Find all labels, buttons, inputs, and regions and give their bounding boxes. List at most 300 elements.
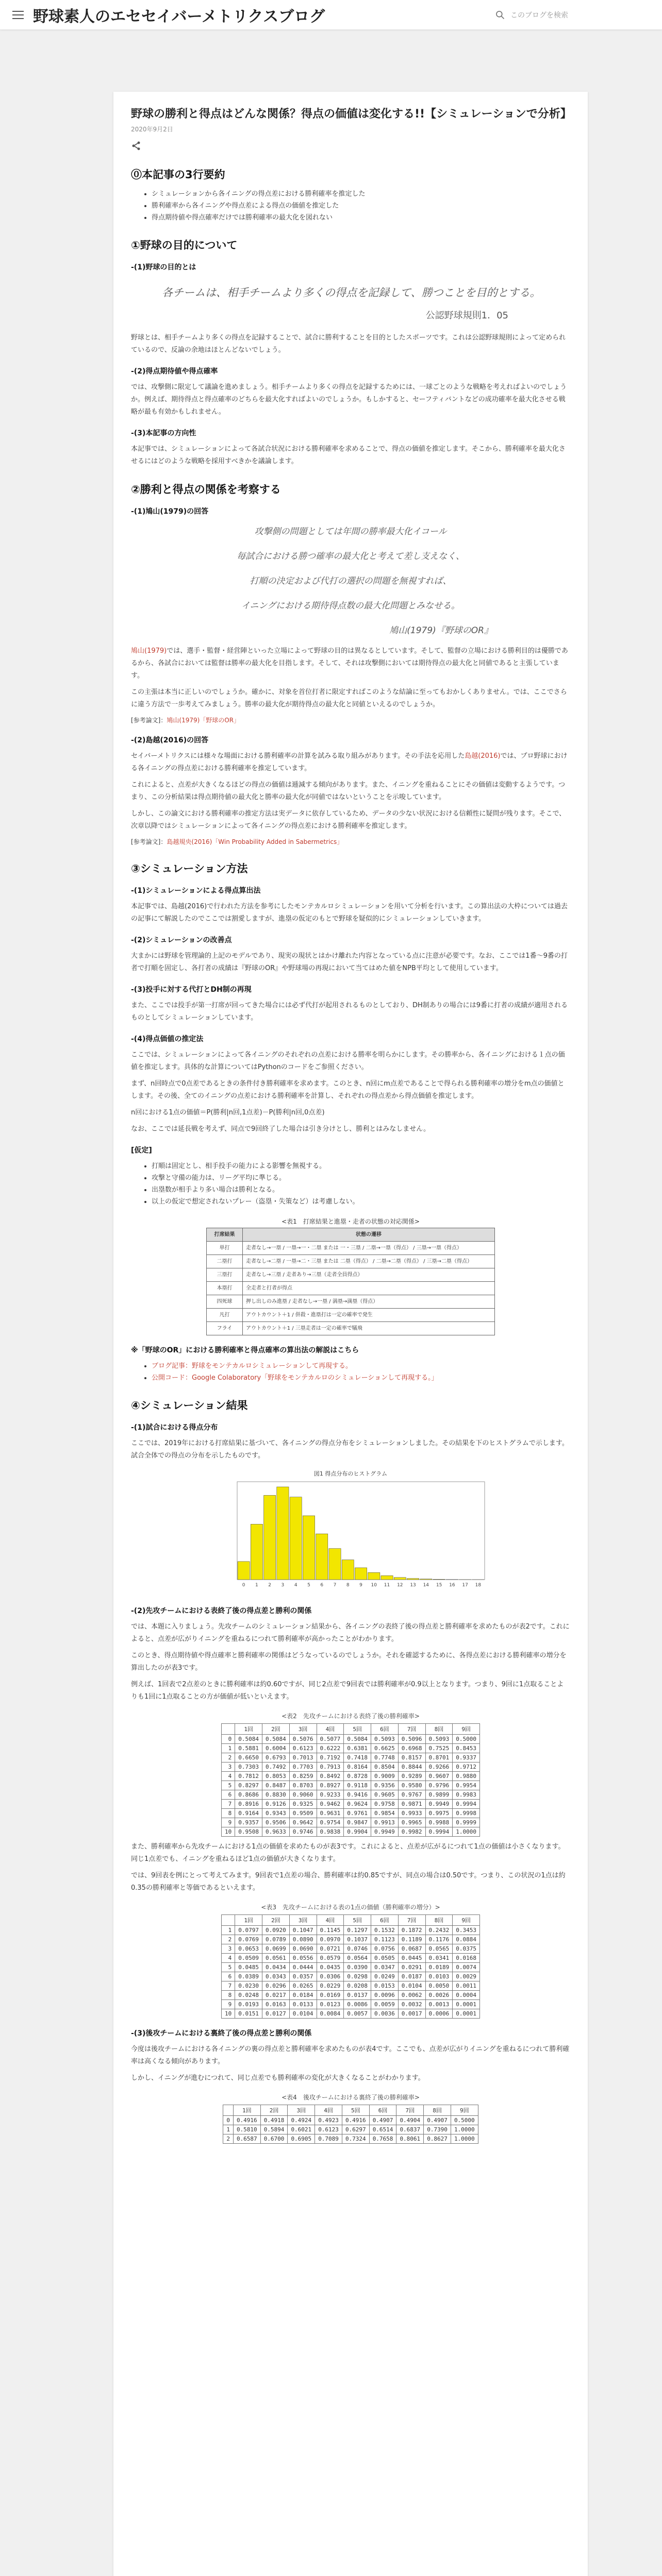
reference-link[interactable]: 島越規央(2016)「Win Probability Added in Sabermetrics」 [167,838,343,845]
paragraph: この主張は本当に正しいのでしょうか。確かに、対象を首位打者に限定すればこのような結論に至ってもおかしくありません。では、ここでさらに違う方法で一歩考えてみましょう。勝率の最大化が期待得点の最大化と同値といえるのでしょうか。 [131,688,567,708]
table-header: 2回 [260,2105,288,2116]
table-cell: 0.9164 [235,1809,262,1818]
reference-link[interactable]: 鳩山(1979) [131,647,167,655]
x-tick-label: 8 [346,1583,350,1588]
table-row [222,1935,480,1944]
x-tick-label: 2 [268,1583,272,1588]
search-box[interactable] [495,10,650,20]
table-cell: 0.9838 [317,1827,344,1837]
table-cell: 0.8492 [317,1772,344,1781]
assumption-list [152,1160,570,1208]
reference-link[interactable]: 島越(2016) [465,752,501,760]
table-cell: 0.9509 [289,1809,317,1818]
table-cell: 0.0434 [262,1963,290,1972]
table-cell: 8 [222,1991,235,2000]
table-cell: 0 [222,1735,235,1744]
table-header: 1回 [233,2105,260,2116]
table-cell: 0.6837 [396,2125,424,2134]
table-cell: 9 [222,1818,235,1827]
table-cell: 0.1189 [398,1935,425,1944]
table-row [222,1781,480,1790]
table-cell: 0.9982 [398,1827,425,1837]
table-cell: 0.9899 [425,1790,453,1800]
histogram-bar [316,1534,328,1580]
blog-title[interactable]: 野球素人のエセセイバーメトリクスブログ [33,7,325,26]
table-cell: 0.0187 [398,1972,425,1981]
table-cell: 0.9998 [453,1809,480,1818]
x-tick-label: 12 [397,1583,403,1588]
table-header: 3回 [288,2105,315,2116]
table-cell: 0.0168 [453,1954,480,1963]
table-cell: 0.4916 [342,2116,369,2125]
table-header: 1回 [235,1724,262,1735]
table-cell: 0.0086 [344,2000,371,2009]
table-cell: 0.9642 [289,1818,317,1827]
table-cell: 0.9631 [317,1809,344,1818]
quote-line: イニングにおける期待得点数の最大化問題とみなせる。 [241,601,460,611]
state-table [206,1217,495,1335]
table-row [222,1818,480,1827]
table-cell: 0.0074 [453,1963,480,1972]
table-cell: 0.0298 [344,1972,371,1981]
table-cell: 0.5894 [260,2125,288,2134]
list-item [152,1360,570,1372]
list-item: • 攻撃と守備の能力は、リーグ平均に準じる。 [152,1172,570,1184]
table-cell: 0.0193 [235,2000,262,2009]
table-cell: 0.0756 [371,1944,399,1954]
table-row [222,1954,480,1963]
table-cell: 0.0127 [262,2009,290,2019]
table-cell: 0.0050 [425,1981,453,1991]
table-cell: 0 [223,2116,234,2125]
table-cell: 0.7192 [317,1753,344,1762]
table-cell: 0.0347 [371,1963,399,1972]
table-row: 凡打 アウトカウント＋1 / 併殺・進塁打は一定の確率で発生 [207,1309,495,1322]
table-row [222,1972,480,1981]
table-cell: 0.0184 [289,1991,317,2000]
subheading: -(2)得点期待値や得点確率 [131,367,218,376]
table-cell: 0.7658 [369,2134,396,2144]
win-prob-table-visitor [221,1723,480,1837]
table-cell: 0.8916 [235,1800,262,1809]
table-cell: 0.0096 [371,1991,399,2000]
table-cell: 0.9356 [371,1781,399,1790]
table-cell: 0.0217 [262,1991,290,2000]
table-cell: 0.0169 [317,1991,344,2000]
table-cell: 0.5000 [451,2116,478,2125]
table-cell: 0.0444 [289,1963,317,1972]
histogram-title: 図1 得点分布のヒストグラム [313,1470,388,1477]
table-cell: 0.9580 [398,1781,425,1790]
table-caption: <表2 先攻チームにおける表終了後の勝利確率> [282,1713,420,1720]
x-tick-label: 11 [384,1583,390,1588]
quote-line: 毎試合における勝つ確率の最大化と考えて差し支えなく、 [237,551,465,562]
table-cell: 0.0265 [289,1981,317,1991]
x-tick-label: 0 [242,1583,245,1588]
quote-rules: 各チームは、相手チームより多くの得点を記録して、勝つことを目的とする。 [162,286,541,299]
x-tick-label: 3 [281,1583,285,1588]
quote-line: 攻撃側の問題としては年間の勝率最大化イコール [254,527,447,537]
table-cell: 0.0746 [344,1944,371,1954]
table-cell: 0.9746 [289,1827,317,1837]
blog-post [113,92,588,2576]
paragraph: また、勝利確率から先攻チームにおける1点の価値を求めたものが表3です。これによると、点差が広がるにつれて1点の価値は小さくなります。同じ1点差でも、イニングを重ねるほど1点の価値が大きくなります。 [131,1843,565,1863]
x-tick-label: 10 [371,1583,377,1588]
table-cell: 0.9462 [317,1800,344,1809]
code-link[interactable]: 公開コード：Google Colaboratory「野球をモンテカルロのシミュレーションして再現する。」 [152,1374,438,1382]
table-cell: 0.0036 [371,2009,399,2019]
table-cell: 0.7525 [425,1744,453,1753]
paragraph: では、攻撃側に限定して議論を進めましょう。相手チームより多くの得点を記録するためには、一球ごとのような戦略を考えればよいのでしょうか。例えば、期待得点と得点確率のどちらを最大化すればよいのでしょうか。もしかすると、セーフティバントなどの成功確率を最大化させる戦略が最も有効かもしれません。 [131,383,567,416]
paragraph: 例えば、1回表で2点差のときに勝利確率は約0.60ですが、同じ2点差で9回表では勝利確率が0.9以上となります。つまり、9回に1点取ることよりも1回に1点取ることの方が価値が低いといえます。 [131,1681,564,1701]
histogram-bar [303,1516,315,1580]
table-cell: 2 [222,1935,235,1944]
list-item: • 得点期待値や得点確率だけでは勝利確率の最大化を図れない [152,212,570,224]
histogram-bar [407,1579,419,1580]
table-cell: 0.1532 [371,1926,399,1935]
table-cell: 6 [222,1972,235,1981]
table-cell: 0.8504 [371,1762,399,1772]
table-cell: 0.9994 [425,1827,453,1837]
table-cell: 0.0970 [317,1935,344,1944]
histogram-bar [355,1568,367,1580]
table-row [223,2125,478,2134]
table-header: 3回 [289,1724,317,1735]
table-row [222,1772,480,1781]
subheading: -(3)後攻チームにおける裏終了後の得点差と勝利の関係 [131,2029,312,2038]
table-cell: 0.9954 [453,1781,480,1790]
table-row [222,1753,480,1762]
table-cell: 0.7418 [344,1753,371,1762]
table-header: 8回 [425,1915,453,1926]
table-cell: 0.0153 [371,1981,399,1991]
table-cell: 0.9983 [453,1790,480,1800]
table-cell: 0.0556 [289,1954,317,1963]
table-cell: 0.0230 [235,1981,262,1991]
table-header: 7回 [396,2105,424,2116]
table-cell: 0.9975 [425,1809,453,1818]
table-cell: 1.0000 [453,1827,480,1837]
table-cell: 0.8061 [396,2134,424,2144]
table-cell: 0.0011 [453,1981,480,1991]
x-tick-label: 9 [359,1583,362,1588]
subheading: -(2)シミュレーションの改善点 [131,936,232,944]
table-row [222,1790,480,1800]
table-cell: 0.9126 [262,1800,290,1809]
table-header: 7回 [398,1915,425,1926]
histogram-bar [251,1524,262,1580]
histogram-bar [433,1579,445,1580]
x-tick-label: 6 [320,1583,324,1588]
table-cell: 0.0151 [235,2009,262,2019]
table-cell: 0.9416 [344,1790,371,1800]
table-caption: <表1 打席結果と進塁・走者の状態の対応関係> [282,1218,420,1225]
table-cell: 0.5077 [317,1735,344,1744]
post-title: 野球の勝利と得点はどんな関係？得点の価値は変化する!!【シミュレーションで分析】 [131,108,572,121]
table-cell: 9 [222,2000,235,2009]
table-cell: 0.0565 [425,1944,453,1954]
section-purpose-heading: ①野球の目的について [131,239,238,251]
table-cell: 0.5076 [289,1735,317,1744]
histogram-bar [238,1562,250,1580]
table-cell: 0.0579 [317,1954,344,1963]
table-cell: 0.9343 [262,1809,290,1818]
table-cell: 5 [222,1963,235,1972]
table-row [222,1809,480,1818]
table-header: 8回 [425,1724,453,1735]
table-header: 1回 [235,1915,262,1926]
table-cell: 0.9506 [262,1818,290,1827]
table-cell: 0.9999 [453,1818,480,1827]
table-cell: 0.4924 [288,2116,315,2125]
table-cell: 0.9994 [453,1800,480,1809]
table-cell: 0.0001 [453,2009,480,2019]
paragraph: ここでは、シミュレーションによって各イニングのそれぞれの点差における勝率を明らかにします。その勝率から、各イニングにおける１点の価値を推定します。具体的な計算についてはPythonのコードをご参照ください。 [131,1051,565,1071]
table-cell: 0.9949 [371,1827,399,1837]
table-cell: 0.5093 [425,1735,453,1744]
table-cell: 0.0291 [398,1963,425,1972]
table-row: 単打 走者なし→一塁 / 一塁→一・二塁 または 一・三塁 / 二塁→一塁（得点） / 三塁→一塁（得点） [207,1242,495,1255]
table-cell: 0.0133 [289,2000,317,2009]
table-cell: 0.9758 [371,1800,399,1809]
table-cell: 0.9880 [453,1772,480,1781]
table-row [222,1944,480,1954]
list-item: • 勝利確率から各イニングや得点差による得点の価値を推定した [152,200,570,212]
paragraph: では、本題に入りましょう。先攻チームのシミュレーション結果から、各イニングの表終了後の得点差と勝利確率を求めたものが表2です。これによると、点差が広がりイニングを重ねるにつれて勝利確率が高かったことがわかります。 [131,1623,570,1643]
table-cell: 0.8927 [317,1781,344,1790]
x-tick-label: 16 [449,1583,455,1588]
x-tick-label: 13 [410,1583,416,1588]
paragraph: しかし、イニングが進むにつれて、同じ点差でも勝利確率の変化が大きくなることがわかります。 [131,2074,425,2082]
subheading: -(1)試合における得点分布 [131,1423,218,1432]
table-cell: 0.8157 [398,1753,425,1762]
table-cell: 0.0062 [398,1991,425,2000]
table-row [223,2116,478,2125]
table-cell: 0.0357 [289,1972,317,1981]
table-cell: 0.0029 [453,1972,480,1981]
table-cell: 0.8728 [344,1772,371,1781]
table-cell: 0.9871 [398,1800,425,1809]
table-cell: 0.9624 [344,1800,371,1809]
hamburger-menu-icon[interactable] [12,11,24,19]
subheading: -(3)投手に対する代打とDH制の再現 [131,986,252,994]
table-cell: 3 [222,1762,235,1772]
table-cell: 0.7913 [317,1762,344,1772]
table-cell: 0.0341 [425,1954,453,1963]
section-results-heading: ④シミュレーション結果 [131,1399,248,1412]
table-cell: 0.0687 [398,1944,425,1954]
blog-link[interactable]: ブログ記事：野球をモンテカルロシミュレーションして再現する。 [152,1362,352,1370]
table-cell: 0.7390 [424,2125,451,2134]
paragraph: しかし、この論文における勝利確率の推定方法は実データに依存しているため、データの少ない状況における信頼性に疑問が残ります。そこで、次章以降ではシミュレーションによって各イニングの得点差における勝利確率を推定します。 [131,810,566,830]
table-caption: <表4 後攻チームにおける裏終了後の勝利確率> [282,2094,420,2101]
section-summary-heading: ⓪本記事の3行要約 [131,168,225,181]
table-caption: <表3 先攻チームにおける表の1点の価値（勝利確率の増分）> [261,1904,440,1911]
table-cell: 0.9761 [344,1809,371,1818]
table-header: 6回 [371,1915,399,1926]
table-cell: 0.0721 [317,1944,344,1954]
table-cell: 0.4904 [396,2116,424,2125]
table-cell: 0.7748 [371,1753,399,1762]
table-cell: 3 [222,1944,235,1954]
histogram-bar [368,1572,380,1580]
section-method-heading: ③シミュレーション方法 [131,862,248,875]
table-cell: 0.6700 [260,2134,288,2144]
paragraph: ここでは、2019年における打席結果に基づいて、各イニングの得点分布をシミュレーションしました。その結果を下のヒストグラムで示します。試合全体での得点の分布を示したものです。 [131,1439,569,1460]
table-cell: 0.9712 [453,1762,480,1772]
table-cell: 0.1297 [344,1926,371,1935]
subheading: -(2)島越(2016)の回答 [131,736,209,744]
table-cell: 0.0229 [317,1981,344,1991]
table-cell: 0.8487 [262,1781,290,1790]
table-cell: 0.0564 [344,1954,371,1963]
paragraph: これによると、点差が大きくなるほどの得点の価値は逓減する傾向があります。また、イニングを重ねることにその価値は変動するようです。つまり、この分析結果は得点期待値の最大化と勝率の最大化が同値ではないということを示唆しています。 [131,781,566,801]
table-cell: 0.8453 [453,1744,480,1753]
table-cell: 0.4923 [315,2116,342,2125]
table-cell: 10 [222,2009,235,2019]
table-cell: 0.8686 [235,1790,262,1800]
paragraph: 今度は後攻チームにおける各イニングの裏の得点差と勝利確率を求めたものが表4です。ここでも、点差が広がりイニングを重ねるにつれて勝利確率は高くなる傾向があります。 [131,2045,570,2065]
link-list [152,1360,570,1384]
table-cell: 0.0789 [262,1935,290,1944]
table-row [222,1963,480,1972]
table-cell: 0.9289 [398,1772,425,1781]
share-icon[interactable] [131,141,141,151]
table-row [222,1981,480,1991]
subheading: [仮定] [131,1146,152,1155]
table-row [222,1762,480,1772]
table-cell: 0.7303 [235,1762,262,1772]
table-header: 4回 [315,2105,342,2116]
table-cell: 0.7089 [315,2134,342,2144]
table-header: 5回 [342,2105,369,2116]
paragraph: また、ここでは投手が第一打席が回ってきた場合には必ず代打が起用されるものとしており、DH制ありの場合には9番に打者の成績が適用されるものとしてシミュレーションしています。 [131,1002,568,1022]
table-cell: 0.6004 [262,1744,290,1753]
table-cell: 0.1145 [317,1926,344,1935]
section-relation-heading: ②勝利と得点の関係を考察する [131,483,281,496]
paragraph: 本記事では、シミュレーションによって各試合状況における勝利確率を求めることで、得点の価値を推定します。そこから、勝利確率を最大化させるにはどのような戦略を採用すべきかを議論します。 [131,445,566,465]
table-header: 3回 [289,1915,317,1926]
win-prob-table-home [223,2105,478,2144]
table-cell: 0.0208 [344,1981,371,1991]
table-header: 5回 [344,1915,371,1926]
table-cell: 0.0104 [398,1981,425,1991]
table-cell: 0.6793 [262,1753,290,1762]
table-cell: 0.0306 [317,1972,344,1981]
score-histogram [206,1467,495,1596]
table-row [222,2000,480,2009]
table-cell: 0.5000 [453,1735,480,1744]
table-cell: 0.9009 [371,1772,399,1781]
table-cell: 0.0561 [262,1954,290,1963]
paragraph: 本記事では、島越(2016)で行われた方法を参考にしたモンテカルロシミュレーションを用いて分析を行います。この算出法の大枠については過去の記事にて解説したのでここでは割愛しますが、進塁の仮定のもとで野球を疑似的にシミュレーションしていきます。 [131,903,568,923]
histogram-bar [264,1495,276,1580]
table-cell: 0.8830 [262,1790,290,1800]
table-cell: 0.0017 [398,2009,425,2019]
table-cell: 0.0390 [344,1963,371,1972]
table-cell: 0.2432 [425,1926,453,1935]
table-cell: 0.9233 [317,1790,344,1800]
table-row [223,2134,478,2144]
table-cell: 0.0505 [371,1954,399,1963]
paragraph: なお、ここでは延長戦を考えず、同点で9回終了した場合は引き分けとし、勝利とはみなしません。 [131,1125,431,1133]
table-cell: 0.0013 [425,2000,453,2009]
table-cell: 0.9633 [262,1827,290,1837]
table-row [222,1744,480,1753]
table-header: 状態の遷移 [243,1228,495,1242]
reference-link[interactable]: 鳩山(1979)「野球のOR」 [167,717,240,724]
table-cell: 0.6650 [235,1753,262,1762]
table-cell: 0.8627 [424,2134,451,2144]
quote-source: 鳩山(1979)『野球のOR』 [389,625,493,636]
subheading: -(1)野球の目的とは [131,263,196,272]
quote-source: 公認野球規則1．05 [425,310,508,321]
table-cell: 0.6123 [289,1744,317,1753]
table-cell: 7 [222,1981,235,1991]
table-cell: 10 [222,1827,235,1837]
subheading: -(4)得点価値の推定法 [131,1035,204,1043]
table-cell: 0.0084 [317,2009,344,2019]
table-cell: 0.6297 [342,2125,369,2134]
search-placeholder: このブログを検索 [510,11,568,20]
table-cell: 0.0389 [235,1972,262,1981]
list-item: • シミュレーションから各イニングの得点差における勝利確率を推定した [152,188,570,200]
table-cell: 0.6625 [371,1744,399,1753]
table-cell: 0.5084 [262,1735,290,1744]
table-cell: 0.0890 [289,1935,317,1944]
table-cell: 0.0296 [262,1981,290,1991]
x-tick-label: 5 [307,1583,310,1588]
x-tick-label: 1 [255,1583,258,1588]
table-cell: 0.0006 [425,2009,453,2019]
table-cell: 0.1872 [398,1926,425,1935]
table-cell: 0.8164 [344,1762,371,1772]
table-cell: 0.9060 [289,1790,317,1800]
table-cell: 0.8844 [398,1762,425,1772]
table-cell: 0.0026 [425,1991,453,2000]
search-icon[interactable] [495,10,505,20]
table-cell: 2 [222,1753,235,1762]
table-cell: 0.0059 [371,2000,399,2009]
table-cell: 0.5810 [233,2125,260,2134]
paragraph: 鳩山(1979)では、選手・監督・経営陣といった立場によって野球の目的は異なるとしています。そして、監督の立場における勝利目的は優勝であるから、各試合においては監督は勝率の最大化を目指します。そして、それは攻撃側においては期待得点の最大化と同値であると主張しています。 [131,647,568,680]
table-row: 二塁打 走者なし→二塁 / 一塁→二・三塁 または 二塁（得点） / 二塁→二塁（得点） / 三塁→二塁（得点） [207,1255,495,1268]
table-cell: 0.0509 [235,1954,262,1963]
table-header [222,1724,235,1735]
table-cell: 0.0123 [317,2000,344,2009]
histogram-bar [277,1487,289,1580]
table-row: 四死球 押し出しのみ進塁 / 走者なし→一塁 / 満塁→満塁（得点） [207,1295,495,1309]
table-cell: 0.4907 [424,2116,451,2125]
table-cell: 0.8259 [289,1772,317,1781]
subheading: -(1)鳩山(1979)の回答 [131,507,209,516]
table-cell: 0.9796 [425,1781,453,1790]
table-header: 2回 [262,1724,290,1735]
table-cell: 0.0163 [262,2000,290,2009]
table-cell: 0.8053 [262,1772,290,1781]
table-cell: 0.0104 [289,2009,317,2019]
paragraph: セイバーメトリクスには様々な場面における勝利確率の計算を試みる取り組みがあります。その手法を応用した島越(2016)では、プロ野球における各イニングの得点差における勝利確率を推定しています。 [131,752,568,772]
table-row: フライ アウトカウント＋1 / 三塁走者は一定の確率で犠飛 [207,1322,495,1335]
table-cell: 0.7703 [289,1762,317,1772]
table-header: 9回 [453,1724,480,1735]
table-cell: 1.0000 [451,2125,478,2134]
table-row [222,1735,480,1744]
reference-line: [参考論文]：鳩山(1979)「野球のOR」 [131,717,240,724]
table-cell: 0.5093 [371,1735,399,1744]
table-cell: 0.0032 [398,2000,425,2009]
histogram-bar [329,1549,341,1580]
